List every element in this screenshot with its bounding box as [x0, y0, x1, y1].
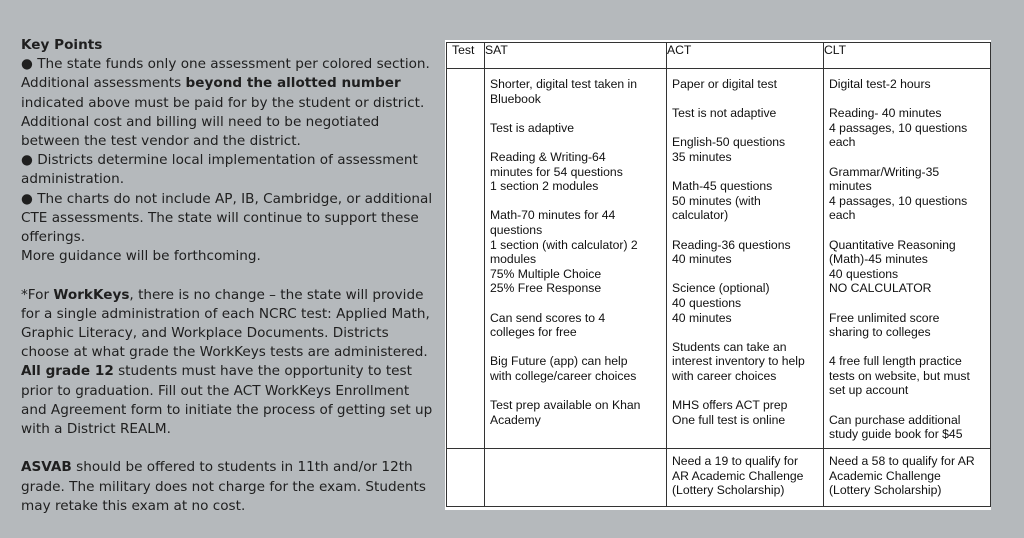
cell-line	[490, 383, 663, 398]
cell-line	[490, 194, 663, 209]
cell-line: 4 passages, 10 questions	[829, 193, 968, 208]
cell-line: 75% Multiple Choice	[490, 266, 602, 281]
cell-line: 35 minutes	[672, 149, 732, 164]
act-cell	[667, 69, 824, 449]
cell-line: Students can take an	[672, 339, 787, 354]
cell-line	[490, 296, 663, 311]
header-test: Test	[447, 43, 485, 69]
cell-line: MHS offers ACT prep	[672, 398, 788, 413]
cell-line: Quantitative Reasoning	[829, 237, 956, 252]
cell-line: 40 minutes	[672, 252, 732, 267]
cell-line: Grammar/Writing-35	[829, 164, 940, 179]
cell-line	[672, 383, 820, 398]
cell-line: Test is not adaptive	[672, 106, 777, 121]
cell-line: with career choices	[672, 368, 777, 383]
workkeys-line: prior to graduation. Fill out the ACT WorkKeys Enrollment	[21, 382, 410, 399]
workkeys-line: choose at what grade the WorkKeys tests are administered.	[21, 344, 428, 361]
cell-line	[829, 296, 987, 311]
cell-line: 4 free full length practice	[829, 354, 962, 369]
sat-cell	[485, 69, 667, 449]
cell-line: 1 section (with calculator) 2	[490, 237, 638, 252]
workkeys-line: with a District REALM.	[21, 421, 171, 438]
cell-line: Reading-36 questions	[672, 237, 791, 252]
bullet-2-line: ● Districts determine local implementation of assessment	[21, 152, 418, 169]
table-header-row	[447, 43, 991, 69]
workkeys-line: All grade 12 students must have the opportunity to test	[21, 363, 412, 380]
bullet-3-line: offerings.	[21, 229, 86, 246]
cell-line: (Lottery Scholarship)	[829, 483, 942, 498]
cell-line: questions	[490, 222, 543, 237]
cell-line: Can purchase additional	[829, 412, 961, 427]
cell-line: One full test is online	[672, 412, 786, 427]
cell-line	[829, 223, 987, 238]
cell-line: AR Academic Challenge	[672, 468, 804, 483]
act-foot-cell	[667, 449, 824, 507]
cell-line: Shorter, digital test taken in	[490, 77, 638, 91]
clt-foot-cell	[824, 449, 991, 507]
test-comparison-table	[446, 42, 991, 507]
cell-line	[490, 340, 663, 355]
bullet-3-line: ● The charts do not include AP, IB, Cambridge, or additional	[21, 190, 433, 207]
header-act: ACT	[667, 43, 824, 69]
cell-line: Free unlimited score	[829, 310, 940, 325]
cell-line: (Lottery Scholarship)	[672, 483, 785, 498]
bullet-3-line: CTE assessments. The state will continue to support these	[21, 209, 419, 226]
cell-line: Paper or digital test	[672, 77, 778, 91]
cell-line	[672, 223, 820, 238]
cell-line: Test prep available on Khan	[490, 398, 641, 413]
cell-line	[829, 92, 987, 107]
cell-line: Digital test-2 hours	[829, 77, 931, 91]
cell-line: Science (optional)	[672, 281, 770, 296]
asvab-line: ASVAB should be offered to students in 11th and/or 12th	[21, 459, 413, 476]
workkeys-line: Graphic Literacy, and Workplace Documents. Districts	[21, 325, 389, 342]
cell-line: Reading- 40 minutes	[829, 106, 942, 121]
cell-line	[672, 92, 820, 107]
cell-line: minutes for 54 questions	[490, 164, 623, 179]
bullet-1-line: Additional cost and billing will need to be negotiated	[21, 113, 380, 130]
more-guidance: More guidance will be forthcoming.	[21, 248, 261, 265]
test-cell	[447, 69, 485, 449]
workkeys-line: for a single administration of each NCRC test: Applied Math,	[21, 305, 430, 322]
cell-line	[829, 398, 987, 413]
cell-line: modules	[490, 252, 537, 267]
cell-line: Big Future (app) can help	[490, 354, 628, 369]
cell-line	[672, 121, 820, 136]
bullet-1-line: ● The state funds only one assessment per colored section.	[21, 56, 430, 73]
cell-line: Need a 19 to qualify for	[672, 454, 799, 468]
cell-line	[490, 106, 663, 121]
cell-line: 40 minutes	[672, 310, 732, 325]
bullet-1-line: indicated above must be paid for by the student or district.	[21, 94, 425, 111]
cell-line: minutes	[829, 179, 872, 194]
cell-line: Test is adaptive	[490, 120, 575, 135]
cell-line: 40 questions	[829, 266, 899, 281]
clt-cell	[824, 69, 991, 449]
cell-line: calculator)	[672, 208, 729, 223]
comparison-document	[445, 40, 991, 510]
cell-line: NO CALCULATOR	[829, 281, 932, 296]
cell-line: colleges for free	[490, 325, 577, 340]
cell-line: set up account	[829, 383, 909, 398]
cell-line: interest inventory to help	[672, 354, 805, 369]
cell-line: 25% Free Response	[490, 281, 602, 296]
cell-line: Bluebook	[490, 91, 541, 106]
cell-line	[672, 165, 820, 180]
cell-line	[490, 135, 663, 150]
cell-line: tests on website, but must	[829, 368, 970, 383]
test-foot-cell	[447, 449, 485, 507]
workkeys-line: *For WorkKeys, there is no change – the state will provide	[21, 286, 424, 303]
workkeys-line: and Agreement form to initiate the process of getting set up	[21, 401, 433, 418]
cell-line	[829, 150, 987, 165]
cell-line: 1 section 2 modules	[490, 179, 599, 194]
cell-line: Can send scores to 4	[490, 310, 606, 325]
cell-line: Academic Challenge	[829, 468, 941, 483]
bullet-2-line: administration.	[21, 171, 125, 188]
asvab-line: may retake this exam at no cost.	[21, 497, 246, 514]
cell-line: sharing to colleges	[829, 325, 931, 340]
cell-line: Math-70 minutes for 44	[490, 208, 616, 223]
sat-foot-cell	[485, 449, 667, 507]
cell-line: English-50 questions	[672, 135, 786, 150]
cell-line: each	[829, 208, 856, 223]
header-clt: CLT	[824, 43, 991, 69]
bullet-1-line: Additional assessments beyond the allotted number	[21, 75, 401, 92]
cell-line: each	[829, 135, 856, 150]
cell-line: 4 passages, 10 questions	[829, 120, 968, 135]
header-sat: SAT	[485, 43, 667, 69]
cell-line	[829, 340, 987, 355]
asvab-line: grade. The military does not charge for the exam. Students	[21, 478, 426, 495]
cell-line: study guide book for $45	[829, 427, 963, 442]
cell-line	[672, 267, 820, 282]
table-footer-row	[447, 449, 991, 507]
cell-line: Academy	[490, 412, 541, 427]
cell-line: Math-45 questions	[672, 179, 773, 194]
bullet-1-line: between the test vendor and the district.	[21, 133, 301, 150]
cell-line: with college/career choices	[490, 368, 637, 383]
cell-line: 40 questions	[672, 295, 742, 310]
cell-line	[672, 325, 820, 340]
table-body-row	[447, 69, 991, 449]
cell-line: 50 minutes (with	[672, 193, 761, 208]
cell-line: Need a 58 to qualify for AR	[829, 454, 975, 468]
key-points-panel	[21, 36, 431, 516]
cell-line: (Math)-45 minutes	[829, 252, 928, 267]
key-points-title: Key Points	[21, 37, 103, 53]
cell-line: Reading & Writing-64	[490, 149, 606, 164]
